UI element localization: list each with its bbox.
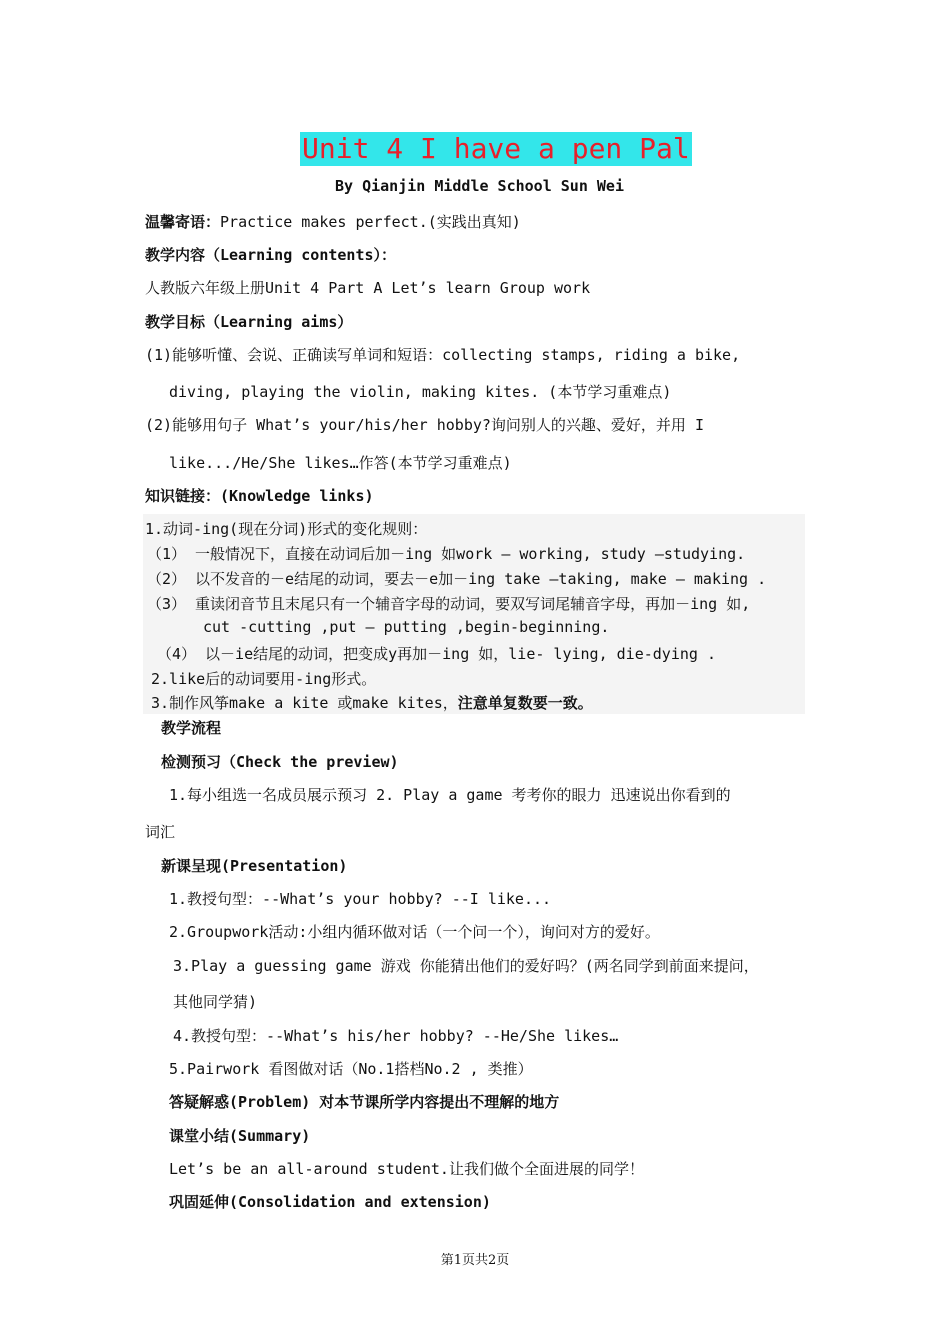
contents-text: 人教版六年级上册Unit 4 Part A Let’s learn Group work bbox=[145, 279, 591, 297]
links-line-3: （2） 以不发音的－e结尾的动词，要去－e加－ing take –taking, make – making . bbox=[147, 570, 767, 588]
links-line-6: （4） 以－ie结尾的动词，把变成y再加－ing 如，lie- lying, die-dying . bbox=[157, 645, 716, 663]
document-title: Unit 4 I have a pen Pal bbox=[302, 132, 690, 165]
summary-label: 课堂小结(Summary) bbox=[169, 1127, 311, 1145]
presentation-item-5: 5.Pairwork 看图做对话（No.1搭档No.2 , 类推） bbox=[169, 1060, 533, 1078]
preview-label: 检测预习（Check the preview) bbox=[161, 753, 399, 771]
extension-label: 巩固延伸(Consolidation and extension) bbox=[169, 1193, 491, 1211]
presentation-item-2: 2.Groupwork活动:小组内循环做对话（一个问一个），询问对方的爱好。 bbox=[169, 923, 660, 941]
links-line-5: cut -cutting ,put – putting ,begin-beginning. bbox=[203, 618, 610, 636]
links-line-7: 2.like后的动词要用-ing形式。 bbox=[151, 670, 377, 688]
preview-line-1: 1.每小组选一名成员展示预习 2. Play a game 考考你的眼力 迅速说出你看到的 bbox=[169, 786, 731, 804]
links-line-8 bbox=[151, 692, 593, 713]
problem-heading: 答疑解惑(Problem) 对本节课所学内容提出不理解的地方 bbox=[169, 1093, 560, 1111]
motto-label: 温馨寄语： bbox=[145, 213, 221, 231]
presentation-item-4: 4.教授句型：--What’s his/her hobby? --He/She likes… bbox=[173, 1027, 619, 1045]
flow-label: 教学流程 bbox=[161, 719, 222, 737]
links-line-8-text: 3.制作风筝make a kite 或make kites， bbox=[151, 694, 458, 712]
byline: By Qianjin Middle School Sun Wei bbox=[335, 177, 624, 195]
links-line-8-emphasis: 注意单复数要一致。 bbox=[457, 694, 593, 712]
links-label: 知识链接：(Knowledge links) bbox=[145, 487, 374, 505]
links-line-4: （3） 重读闭音节且末尾只有一个辅音字母的动词，要双写词尾辅音字母，再加－ing 如, bbox=[147, 595, 751, 613]
contents-label: 教学内容（Learning contents）： bbox=[145, 246, 397, 264]
presentation-label: 新课呈现(Presentation) bbox=[161, 857, 348, 875]
presentation-item-1: 1.教授句型：--What’s your hobby? --I like... bbox=[169, 890, 552, 908]
aim-2-line-1: (2)能够用句子 What’s your/his/her hobby?询问别人的兴趣、爱好，并用 I bbox=[145, 416, 704, 434]
motto-text: Practice makes perfect.(实践出真知) bbox=[220, 213, 521, 231]
aim-2-line-2: like.../He/She likes…作答(本节学习重难点) bbox=[169, 454, 512, 472]
aim-1-line-1: (1)能够听懂、会说、正确读写单词和短语：collecting stamps, riding a bike, bbox=[145, 346, 741, 364]
links-line-1: 1.动词-ing(现在分词)形式的变化规则： bbox=[145, 520, 428, 538]
page-footer: 第1页共2页 bbox=[440, 1253, 510, 1268]
motto-line bbox=[145, 211, 521, 232]
presentation-item-3-line-2: 其他同学猜) bbox=[173, 993, 258, 1011]
summary-text: Let’s be an all-around student.让我们做个全面进展的同学！ bbox=[169, 1160, 644, 1178]
aims-label: 教学目标（Learning aims） bbox=[145, 313, 353, 331]
preview-line-2: 词汇 bbox=[145, 823, 176, 841]
links-line-2: （1） 一般情况下，直接在动词后加－ing 如work – working, study –studying. bbox=[147, 545, 746, 563]
aim-1-line-2: diving, playing the violin, making kites. (本节学习重难点) bbox=[169, 383, 672, 401]
presentation-item-3-line-1: 3.Play a guessing game 游戏 你能猜出他们的爱好吗？(两名同学到前面来提问， bbox=[173, 957, 759, 975]
